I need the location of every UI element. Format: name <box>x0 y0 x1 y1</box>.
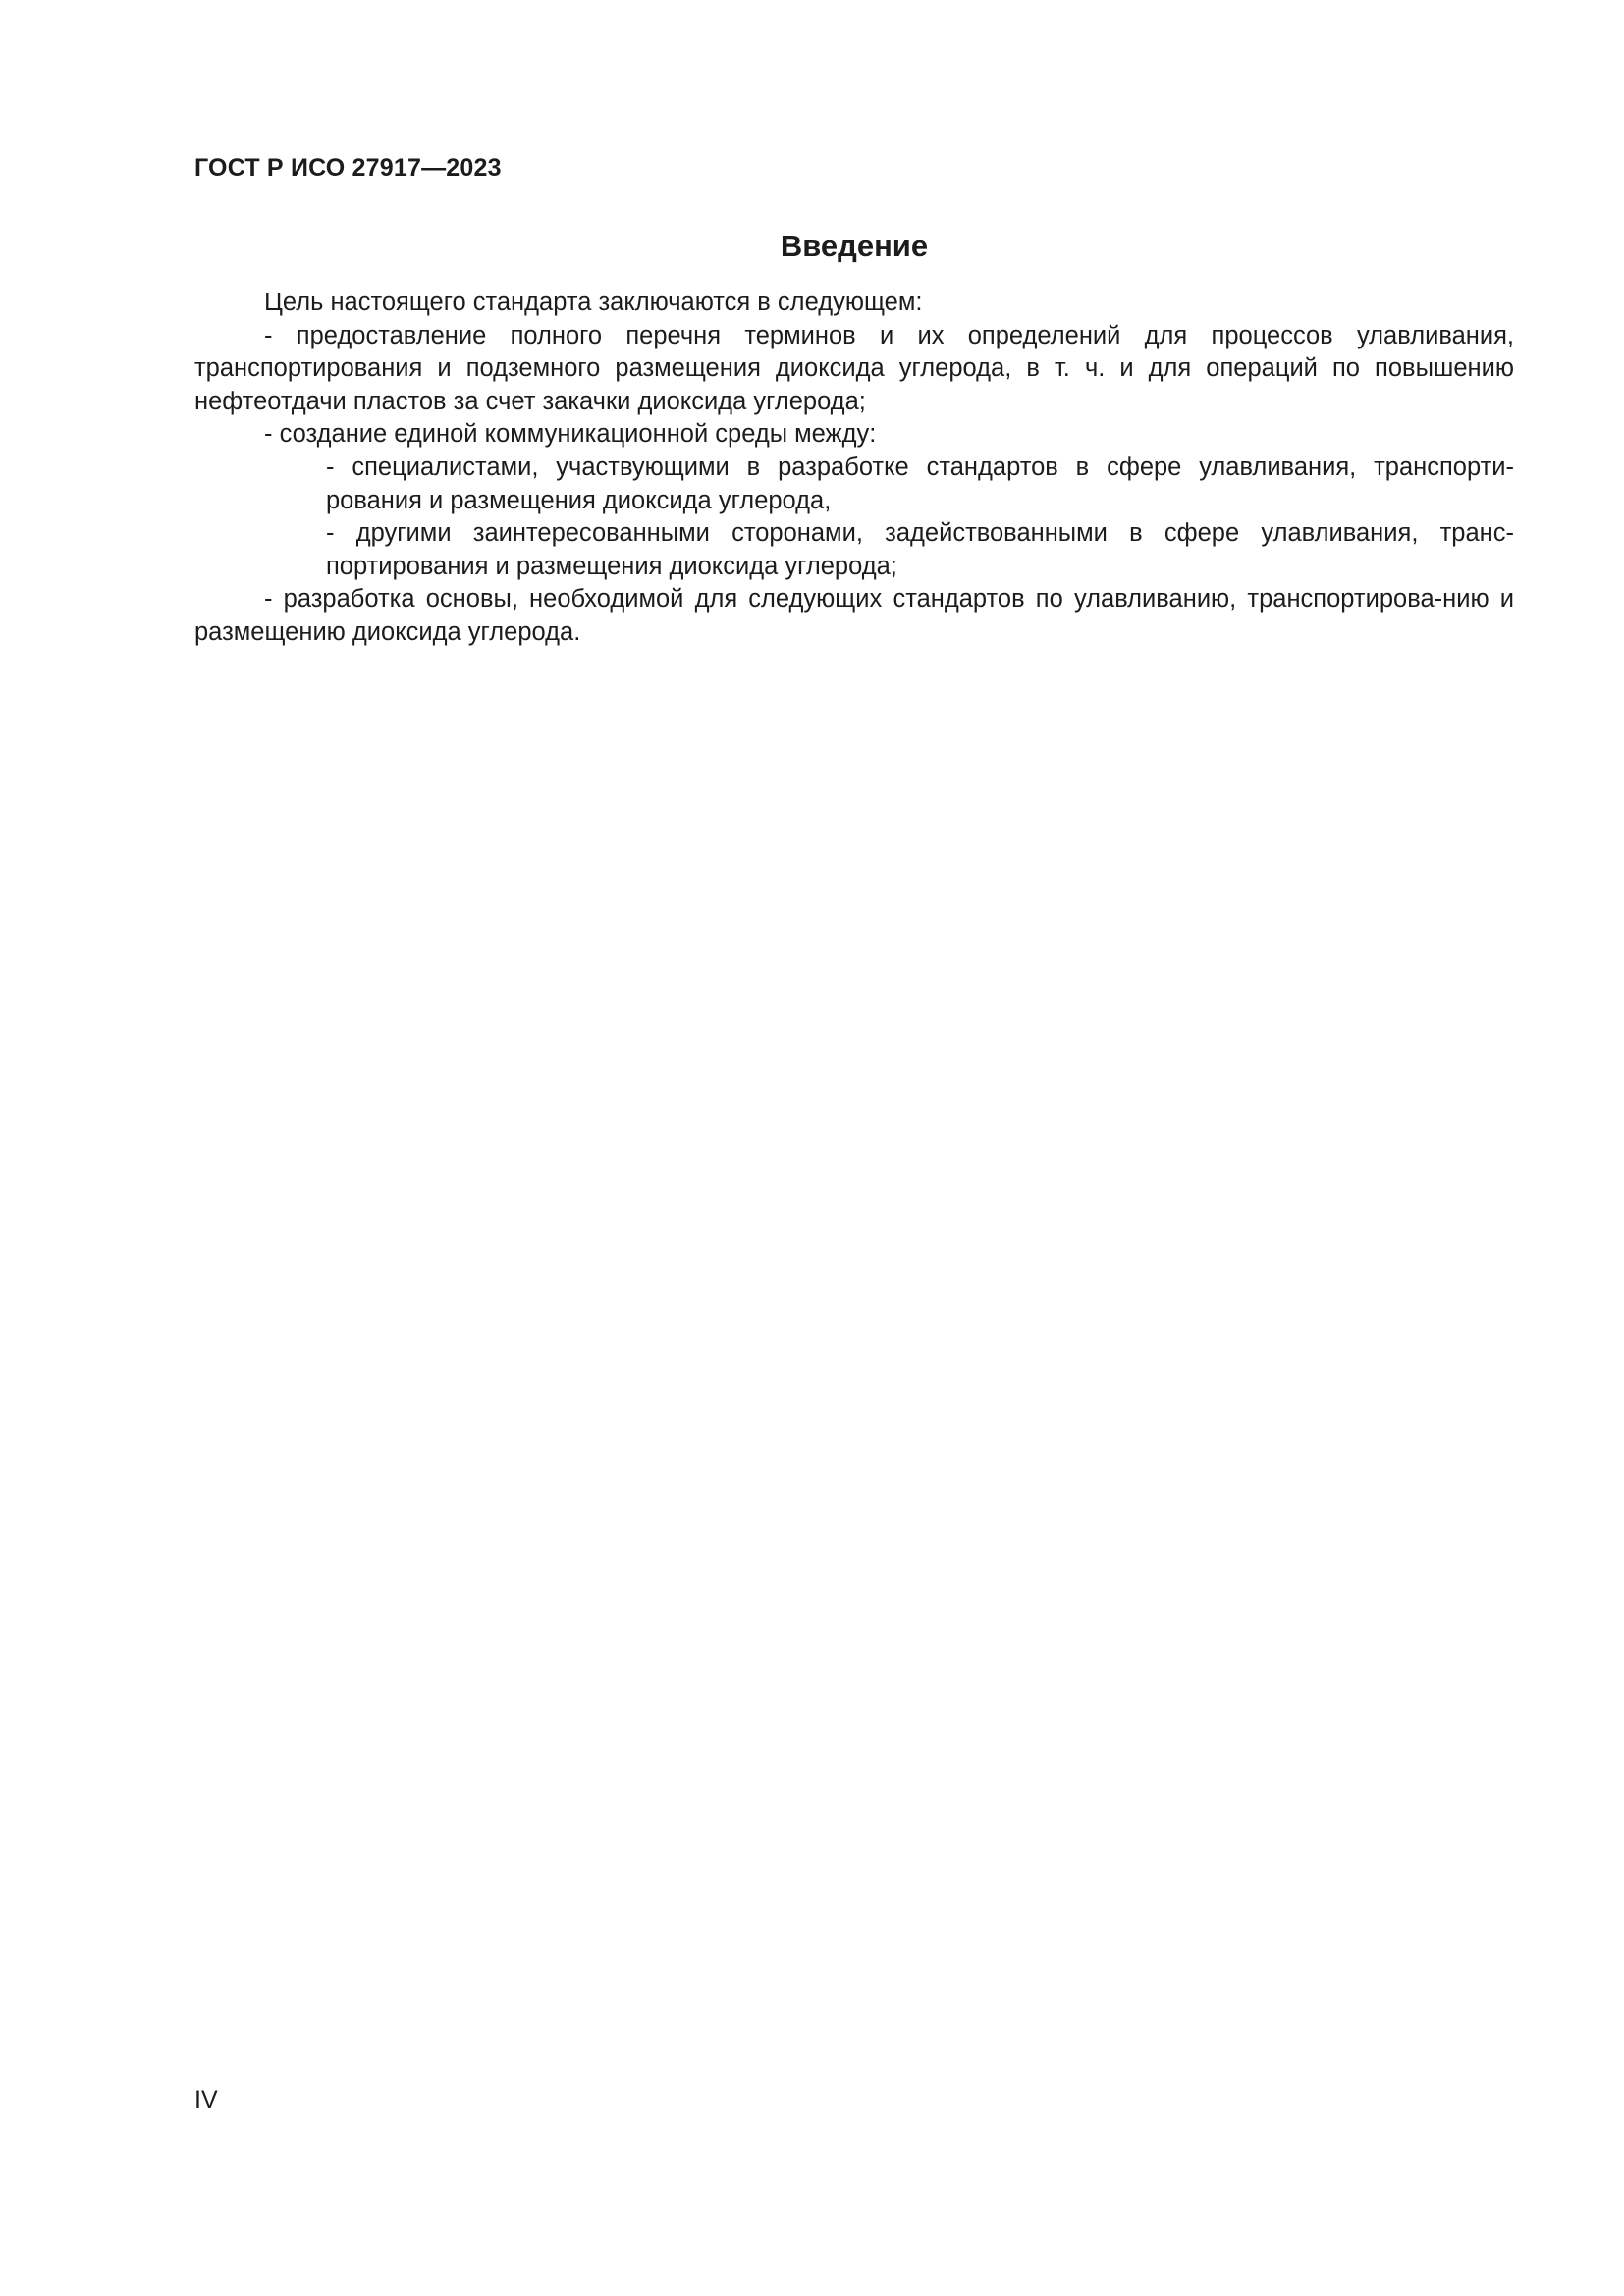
sublist-item-stakeholders: - другими заинтересованными сторонами, задействованными в сфере улавливания, транс-портирования и размещения диоксида углерода; <box>326 519 1514 580</box>
introduction-body <box>194 287 1514 650</box>
sublist-item-specialists: - специалистами, участвующими в разработке стандартов в сфере улавливания, транспорти-рования и размещения диоксида углерода, <box>326 453 1514 514</box>
section-title: Введение <box>780 229 929 263</box>
document-code-header: ГОСТ Р ИСО 27917—2023 <box>194 154 502 182</box>
list-item-foundation: - разработка основы, необходимой для следующих стандартов по улавливанию, транспортирова-нию и размещению диоксида углерода. <box>194 585 1514 646</box>
list-item-communication: - создание единой коммуникационной среды между: <box>264 420 877 449</box>
list-item-terms: - предоставление полного перечня терминов и их определений для процессов улавливания, транспортирования и подземного размещения диоксида углерода, в т. ч. и для операций по повышению нефтеотдачи пластов за счет закачки диоксида углерода; <box>194 321 1514 415</box>
page-number: IV <box>194 2086 218 2113</box>
paragraph-purpose-intro: Цель настоящего стандарта заключаются в следующем: <box>264 289 923 316</box>
